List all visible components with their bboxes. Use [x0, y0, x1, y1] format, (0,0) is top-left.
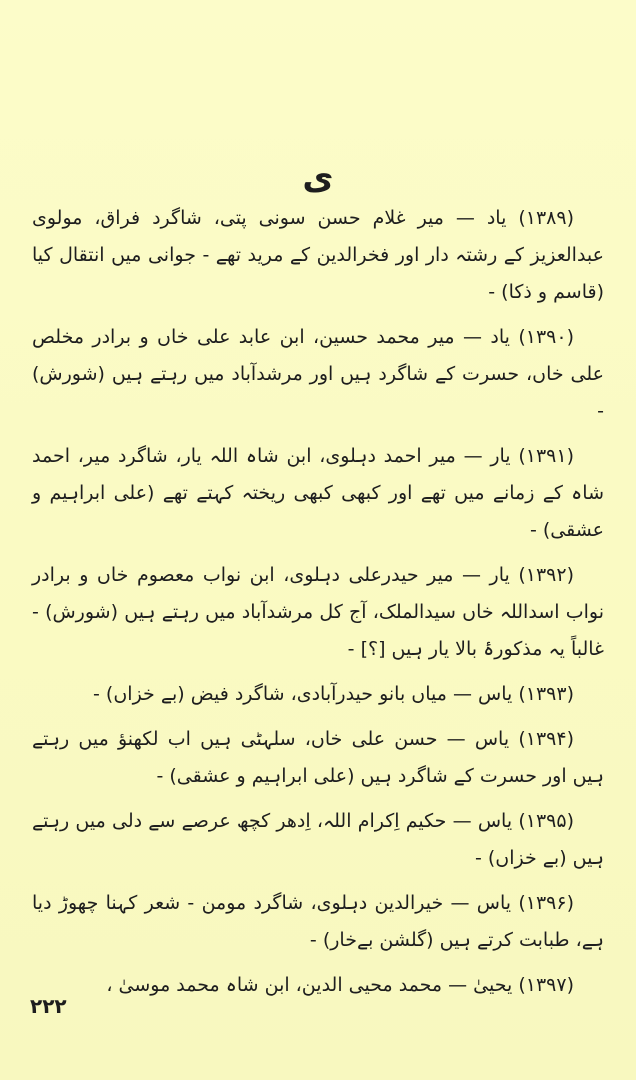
- entry-1395: (۱۳۹۵) یاس — حکیم اِکرام اللہ، اِدھر کچھ عرصے سے دلی میں رہتے ہیں (بے خزاں) -: [32, 810, 604, 869]
- page-number: ۲۲۲: [30, 994, 67, 1018]
- entry-1389: (۱۳۸۹) یاد — میر غلام حسن سونی پتی، شاگرد فراق، مولوی عبدالعزیز کے رشتہ دار اور فخرالدین کے مرید تھے - جوانی میں انتقال کیا (قاسم و ذکا) -: [32, 207, 604, 303]
- entry-1393: (۱۳۹۳) یاس — میاں بانو حیدرآبادی، شاگرد فیض (بے خزاں) -: [93, 683, 574, 705]
- entry-1397: (۱۳۹۷) یحییٰ — محمد محیی الدین، ابن شاہ محمد موسیٰ ،: [106, 974, 574, 996]
- entry-1391: (۱۳۹۱) یار — میر احمد دہلوی، ابن شاہ اللہ یار، شاگرد میر، احمد شاہ کے زمانے میں تھے اور کبھی کبھی ریختہ کہتے تھے (علی ابراہیم و عشقی) -: [32, 445, 604, 541]
- entry-1392: (۱۳۹۲) یار — میر حیدرعلی دہلوی، ابن نواب معصوم خاں و برادر نواب اسداللہ خاں سیدالملک، آج کل مرشدآباد میں رہتے ہیں (شورش) - غالباً یہ مذکورۂ بالا یار ہیں [؟] -: [32, 564, 604, 660]
- entry-1390: (۱۳۹۰) یاد — میر محمد حسین، ابن عابد علی خاں و برادر مخلص علی خاں، حسرت کے شاگرد ہیں اور مرشدآباد میں رہتے ہیں (شورش) -: [32, 326, 604, 422]
- entry-1394: (۱۳۹۴) یاس — حسن علی خاں، سلہٹی ہیں اب لکھنؤ میں رہتے ہیں اور حسرت کے شاگرد ہیں (علی ابراہیم و عشقی) -: [32, 728, 604, 787]
- entry-1396: (۱۳۹۶) یاس — خیرالدین دہلوی، شاگرد مومن - شعر کہنا چھوڑ دیا ہے، طبابت کرتے ہیں (گلشن بےخار) -: [32, 892, 604, 951]
- section-heading: ی: [302, 158, 334, 198]
- entries-list: [32, 200, 604, 1012]
